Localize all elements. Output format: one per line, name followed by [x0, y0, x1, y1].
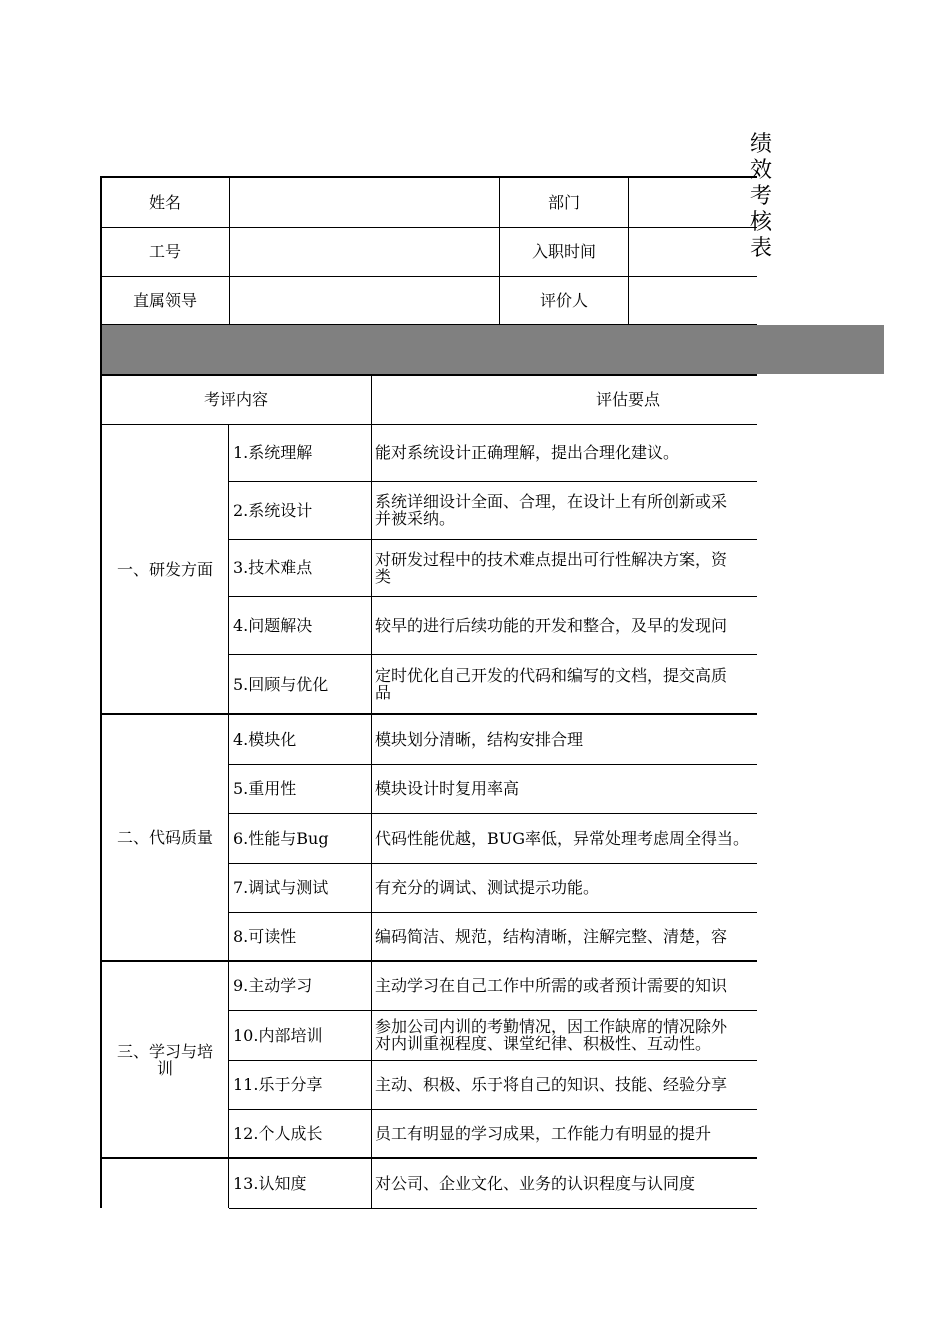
- item-desc: 系统详细设计全面、合理，在设计上有所创新或采 并被采纳。: [375, 492, 728, 528]
- column-content-header: 考评内容: [203, 390, 268, 409]
- grid-line: [100, 324, 757, 325]
- item-desc: 员工有明显的学习成果，工作能力有明显的提升: [375, 1124, 712, 1143]
- item-desc: 参加公司内训的考勤情况，因工作缺席的情况除外 对内训重视程度、课堂纪律、积极性、互动性。: [375, 1017, 728, 1053]
- grid-line: [371, 375, 372, 1208]
- item-name: 6.性能与Bug: [233, 828, 329, 848]
- item-name: 5.回顾与优化: [233, 674, 329, 694]
- grid-line: [628, 177, 629, 325]
- grid-line: [100, 960, 757, 962]
- item-name: 3.技术难点: [233, 558, 313, 577]
- grid-line: [229, 813, 757, 814]
- item-desc: 较早的进行后续功能的开发和整合，及早的发现问: [375, 615, 728, 635]
- column-points-header: 评估要点: [595, 390, 660, 409]
- group-label: [101, 1158, 229, 1208]
- item-desc: 模块设计时复用率高: [375, 779, 520, 798]
- grid-line: [229, 539, 757, 540]
- grid-line: [100, 176, 757, 178]
- leader-value[interactable]: [229, 276, 500, 325]
- grid-line: [229, 177, 230, 325]
- grid-line: [100, 374, 757, 376]
- item-desc: 主动、积极、乐于将自己的知识、技能、经验分享: [375, 1075, 728, 1094]
- grid-line: [228, 424, 229, 1208]
- join-date-label: 入职时间: [531, 242, 596, 261]
- item-name: 12.个人成长: [233, 1124, 323, 1143]
- item-name: 1.系统理解: [233, 443, 313, 462]
- grid-line: [229, 654, 757, 655]
- item-name: 4.问题解决: [233, 615, 313, 635]
- item-name: 2.系统设计: [233, 500, 313, 520]
- dept-value[interactable]: [628, 178, 757, 227]
- grid-line: [100, 424, 757, 425]
- grid-line: [100, 227, 757, 228]
- join-date-value[interactable]: [628, 227, 757, 276]
- group-label: 一、研发方面: [116, 559, 213, 579]
- grid-line: [100, 276, 757, 277]
- item-name: 7.调试与测试: [233, 878, 329, 897]
- dept-label: 部门: [547, 193, 580, 212]
- name-value[interactable]: [229, 178, 500, 227]
- item-desc: 编码简洁、规范，结构清晰，注解完整、清楚，容: [375, 927, 728, 946]
- group-label: 二、代码质量: [116, 828, 213, 847]
- grid-line: [229, 912, 757, 913]
- form-title: 绩效考核表: [750, 132, 773, 261]
- grid-line: [229, 764, 757, 765]
- grid-line: [229, 596, 757, 597]
- id-value[interactable]: [229, 227, 500, 276]
- item-name: 9.主动学习: [233, 976, 313, 995]
- item-desc: 对公司、企业文化、业务的认识程度与认同度: [375, 1173, 696, 1193]
- item-name: 11.乐于分享: [233, 1075, 323, 1094]
- item-name: 4.模块化: [233, 729, 297, 749]
- grid-line: [100, 1157, 757, 1159]
- id-label: 工号: [148, 242, 181, 261]
- item-desc: 代码性能优越，BUG率低，异常处理考虑周全得当。: [375, 828, 750, 848]
- item-desc: 能对系统设计正确理解，提出合理化建议。: [375, 443, 680, 462]
- grid-line: [229, 863, 757, 864]
- grid-line: [229, 1010, 757, 1011]
- item-name: 13.认知度: [233, 1173, 307, 1193]
- reviewer-value[interactable]: [628, 276, 757, 325]
- grid-line: [100, 713, 757, 715]
- leader-label: 直属领导: [132, 291, 197, 310]
- grid-line: [499, 177, 500, 325]
- item-desc: 主动学习在自己工作中所需的或者预计需要的知识: [375, 976, 728, 995]
- item-desc: 对研发过程中的技术难点提出可行性解决方案，资 类: [375, 549, 728, 586]
- item-desc: 有充分的调试、测试提示功能。: [375, 878, 600, 897]
- grid-line: [229, 481, 757, 482]
- grid-line: [229, 1109, 757, 1110]
- name-label: 姓名: [148, 193, 181, 212]
- item-name: 5.重用性: [233, 779, 297, 798]
- item-desc: 模块划分清晰，结构安排合理: [375, 729, 584, 749]
- grid-line: [229, 1060, 757, 1061]
- grid-line: [229, 1208, 757, 1209]
- item-name: 8.可读性: [233, 927, 297, 946]
- grid-line: [100, 176, 102, 1208]
- reviewer-label: 评价人: [539, 291, 588, 310]
- item-name: 10.内部培训: [233, 1025, 323, 1045]
- group-label: 三、学习与培 训: [116, 1041, 213, 1078]
- item-desc: 定时优化自己开发的代码和编写的文档，提交高质 品: [375, 666, 728, 702]
